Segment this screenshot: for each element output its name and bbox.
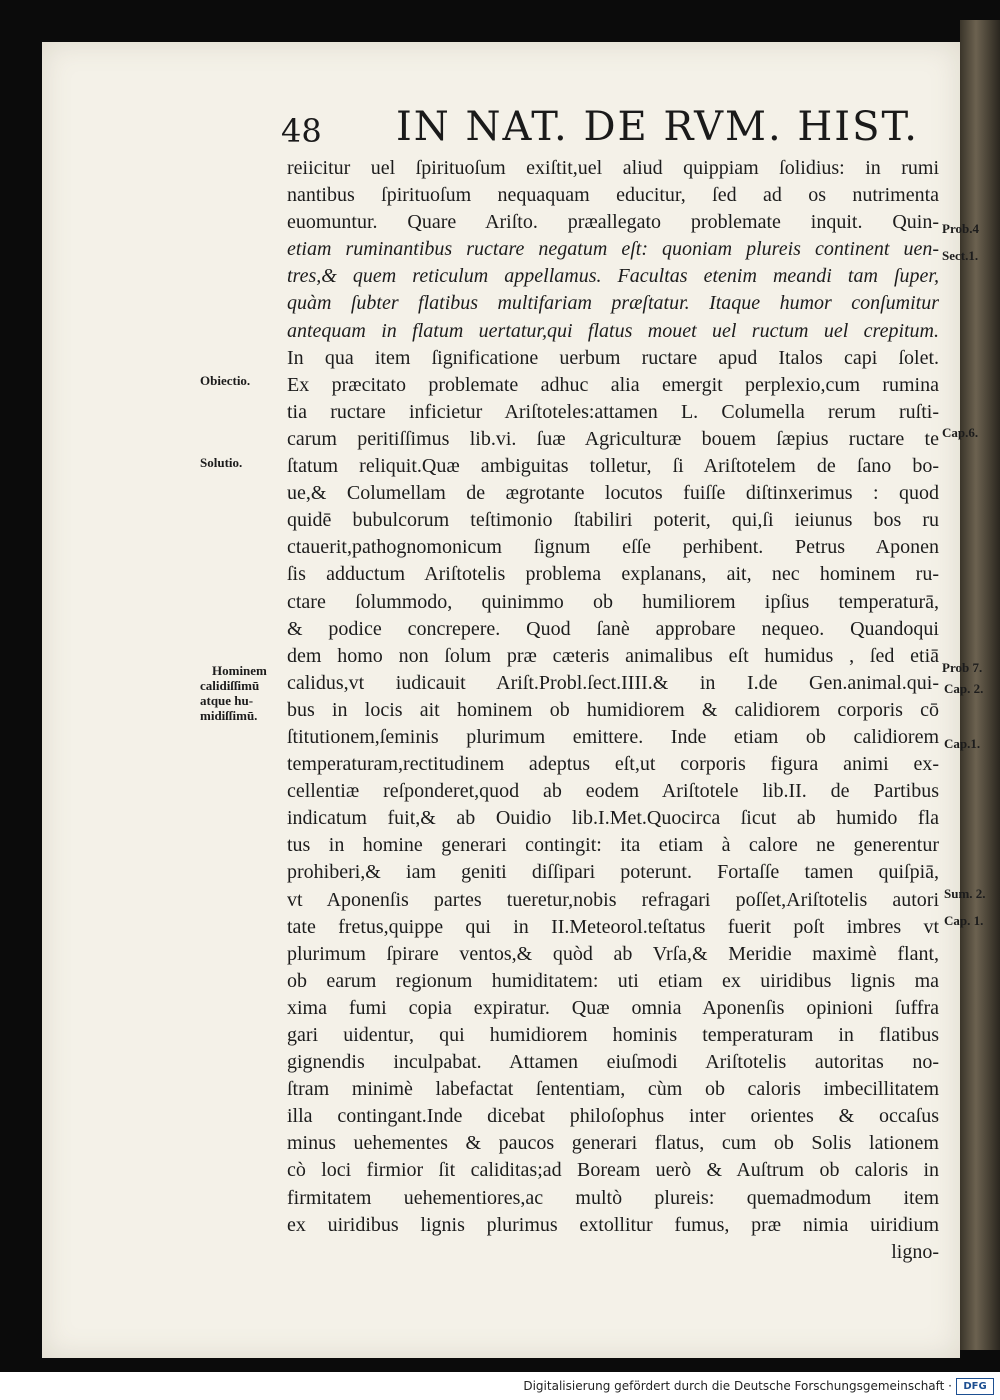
text-line: Ex præcitato problemate adhuc alia emergit perplexio,cum rumina — [287, 373, 939, 396]
margin-note-cap-1: Cap.1. — [944, 736, 981, 751]
text-line: illa contingant.Inde dicebat philoſophus inter orientes & occaſus — [287, 1105, 939, 1128]
text-line: ctauerit,pathognomonicum ſignum eſſe perhibent. Petrus Aponen — [287, 536, 939, 559]
text-line: tus in homine generari contingit: ita etiam à calore ne generentur — [287, 834, 939, 857]
text-line: calidus,vt iudicauit Ariſt.Probl.ſect.IIII.& in I.de Gen.animal.qui- — [287, 671, 939, 694]
footer-credit: Digitalisierung gefördert durch die Deutsche Forschungsgemeinschaft · — [523, 1379, 952, 1393]
text-line: prohiberi,& iam geniti diſſipari poterunt. Fortaſſe tamen quiſpiā, — [287, 861, 939, 884]
text-line: bus in locis ait hominem ob humidiorem & calidiorem corporis cō — [287, 698, 939, 721]
text-line: tres,& quem reticulum appellamus. Facultas etenim meandi tam ſuper, — [287, 265, 939, 288]
margin-note-hominem-line4: midiſſimū. — [200, 708, 258, 723]
margin-note-sum-2: Sum. 2. — [944, 886, 986, 901]
text-line: plurimum ſpirare ventos,& quòd ab Vrſa,& Meridie maximè flant, — [287, 942, 939, 965]
margin-note-solutio: Solutio. — [200, 455, 243, 470]
margin-note-hominem-line3: atque hu- — [200, 693, 254, 708]
margin-note-cap-1b: Cap. 1. — [944, 913, 984, 928]
margin-note-hominem-line2: calidiſſimū — [200, 678, 260, 693]
page-number: 48 — [281, 112, 322, 150]
text-line: ex uiridibus lignis plurimus extollitur fumus, præ nimia uiridium — [287, 1213, 939, 1236]
text-line: antequam in flatum uertatur,qui flatus mouet uel ructum uel crepitum. — [287, 319, 939, 342]
margin-note-cap-2: Cap. 2. — [944, 681, 984, 696]
text-line: tia ructare inficietur Ariſtoteles:attamen L. Columella rerum ruſti- — [287, 400, 939, 423]
margin-note-sect-1: Sect.1. — [942, 248, 979, 263]
text-line: gari uidentur, qui humidiorem hominis temperaturam in flatibus — [287, 1024, 939, 1046]
text-line: ctare ſolummodo, quinimmo ob humiliorem ipſius temperaturā, — [287, 590, 939, 613]
body-text — [287, 155, 939, 1266]
text-line: minus uehementes & paucos generari flatus, cum ob Solis lationem — [287, 1132, 939, 1155]
margin-note-obiectio: Obiectio. — [200, 373, 251, 388]
text-line: ſtitutionem,ſeminis plurimum emittere. Inde etiam ob calidiorem — [287, 725, 939, 748]
text-line: firmitatem uehementiores,ac multò plureis: quemadmodum item — [287, 1186, 939, 1209]
text-line: ſis adductum Ariſtotelis problema explanans, ait, nec hominem ru- — [287, 563, 939, 586]
running-head: IN NAT. DE RVM. HIST. — [396, 104, 919, 150]
text-line: xima fumi copia expiratur. Quæ omnia Aponenſis opinioni ſuffra — [287, 996, 939, 1019]
margin-note-prob-4: Prob.4 — [942, 221, 979, 236]
text-line: ſtram minimè labefactat ſententiam, cùm ob caloris imbecillitatem — [287, 1078, 939, 1101]
text-line: vt Aponenſis partes tueretur,nobis refragari poſſet,Ariſtotelis autori — [287, 888, 939, 911]
text-line: euomuntur. Quare Ariſto. præallegato problemate inquit. Quin- — [287, 211, 939, 234]
text-line: carum peritiſſimus lib.vi. ſuæ Agriculturæ bouem ſæpius ructare te — [287, 427, 939, 450]
text-line: quidē bubulcorum teſtimonio ſtabiliri poterit, qui,ſi ieiunus bos ru — [287, 509, 939, 532]
text-line: ſtatum reliquit.Quæ ambiguitas tolletur, ſi Ariſtotelem de ſano bo- — [287, 455, 939, 478]
text-line: indicatum fuit,& ab Ouidio lib.I.Met.Quocirca ſicut ab humido fla — [287, 807, 939, 830]
text-line: cò loci firmior ſit caliditas;ad Boream uerò & Auſtrum ob caloris in — [287, 1159, 939, 1182]
text-line: quàm ſubter flatibus multifariam præſtatur. Itaque humor conſumitur — [287, 292, 939, 315]
margin-note-hominem-line1: Hominem — [212, 663, 267, 678]
text-line: nantibus ſpirituoſum nequaquam educitur, ſed ad os nutrimenta — [287, 184, 939, 207]
text-line: & podice concrepere. Quod ſanè approbare nequeo. Quandoqui — [287, 617, 939, 640]
text-line: cellentiæ reſponderet,quod ab eodem Ariſtotele lib.II. de Partibus — [287, 780, 939, 803]
text-line: temperaturam,rectitudinem adeptus eſt,ut corporis figura animi ex- — [287, 753, 939, 776]
margin-note-cap-6: Cap.6. — [942, 425, 979, 440]
margin-note-prob-7: Prob 7. — [942, 660, 983, 675]
text-line: ob earum regionum humiditatem: uti etiam ex uiridibus lignis ma — [287, 969, 939, 992]
footer-bar — [0, 1372, 1000, 1400]
text-line: etiam ruminantibus ructare negatum eſt: quoniam plureis continent uen- — [287, 238, 939, 261]
text-line: tate fretus,quippe qui in II.Meteorol.teſtatus fuerit poſt imbres vt — [287, 915, 939, 938]
text-line: ligno- — [891, 1240, 939, 1263]
dfg-logo: DFG — [956, 1378, 994, 1395]
text-line: In qua item ſignificatione uerbum ructare apud Italos capi ſolet. — [287, 346, 939, 369]
text-line: gignendis inculpabat. Attamen eiuſmodi Ariſtotelis autoritas no- — [287, 1051, 939, 1074]
text-line: dem homo non ſolum præ cæteris animalibus eſt humidus , ſed etiā — [287, 644, 939, 667]
text-line: reiicitur uel ſpirituoſum exiſtit,uel aliud quippiam ſolidius: in rumi — [287, 157, 939, 179]
text-line: ue,& Columellam de ægrotante locutos fuiſſe diſtinxerimus : quod — [287, 482, 939, 505]
